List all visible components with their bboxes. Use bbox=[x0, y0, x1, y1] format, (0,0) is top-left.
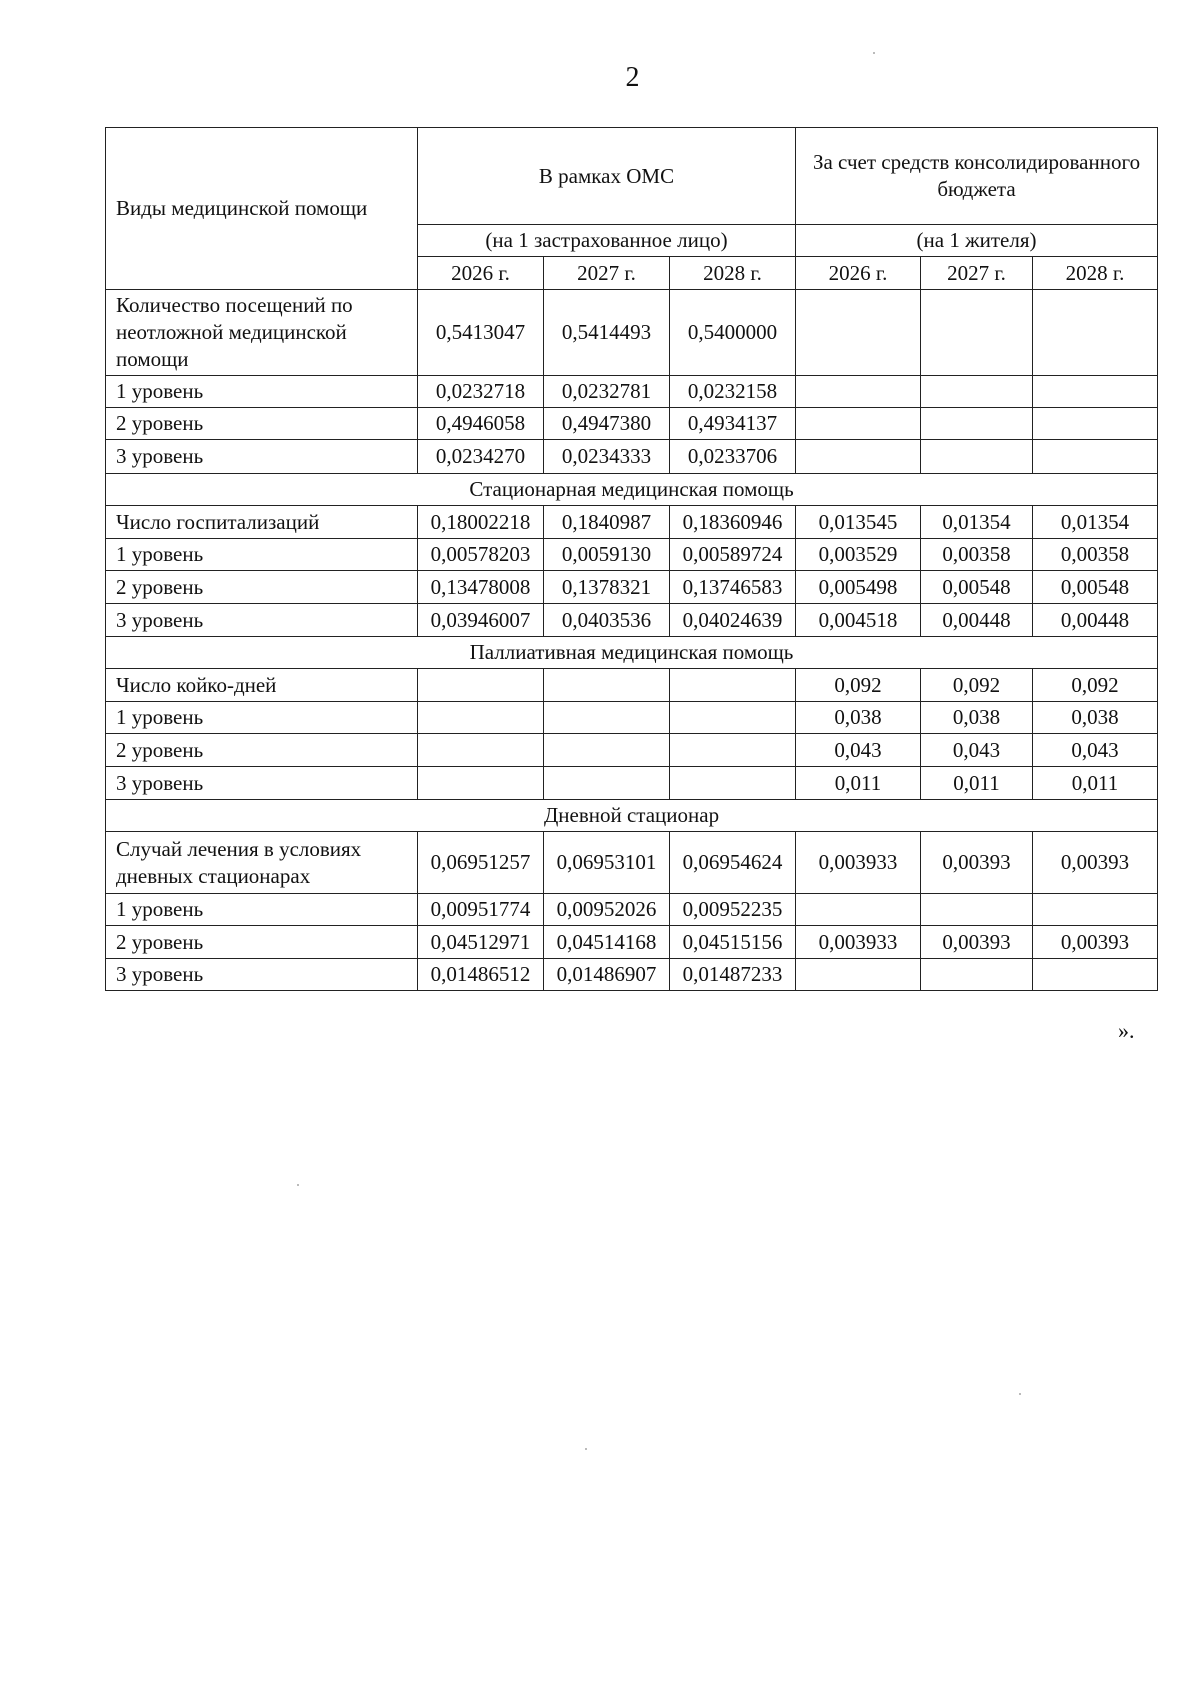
value-cell: 0,04512971 bbox=[418, 926, 544, 959]
row-label: 2 уровень bbox=[106, 926, 418, 959]
value-cell: 0,13478008 bbox=[418, 571, 544, 604]
value-cell: 0,4946058 bbox=[418, 408, 544, 440]
value-cell: 0,013545 bbox=[796, 506, 921, 539]
row-label: 1 уровень bbox=[106, 702, 418, 734]
value-cell: 0,00548 bbox=[921, 571, 1033, 604]
value-cell: 0,1840987 bbox=[544, 506, 670, 539]
value-cell: 0,1378321 bbox=[544, 571, 670, 604]
year-header: 2026 г. bbox=[796, 257, 921, 290]
value-cell: 0,00448 bbox=[921, 604, 1033, 637]
value-cell: 0,003933 bbox=[796, 832, 921, 894]
year-header: 2028 г. bbox=[670, 257, 796, 290]
value-cell: 0,04515156 bbox=[670, 926, 796, 959]
row-label: 1 уровень bbox=[106, 539, 418, 571]
value-cell bbox=[796, 376, 921, 408]
row-label: 1 уровень bbox=[106, 894, 418, 926]
value-cell: 0,0059130 bbox=[544, 539, 670, 571]
year-header: 2027 г. bbox=[544, 257, 670, 290]
value-cell bbox=[544, 767, 670, 800]
value-cell bbox=[670, 669, 796, 702]
table-row bbox=[106, 734, 1158, 767]
value-cell bbox=[670, 767, 796, 800]
table-row bbox=[106, 767, 1158, 800]
scan-speck bbox=[1019, 1393, 1021, 1395]
value-cell bbox=[670, 734, 796, 767]
value-cell bbox=[1033, 290, 1158, 376]
value-cell: 0,092 bbox=[796, 669, 921, 702]
row-label: 2 уровень bbox=[106, 571, 418, 604]
value-cell: 0,01486907 bbox=[544, 959, 670, 991]
value-cell bbox=[796, 959, 921, 991]
value-cell bbox=[418, 767, 544, 800]
section-title: Стационарная медицинская помощь bbox=[106, 474, 1158, 506]
table-row bbox=[106, 408, 1158, 440]
value-cell: 0,00393 bbox=[1033, 832, 1158, 894]
value-cell: 0,00952026 bbox=[544, 894, 670, 926]
value-cell: 0,06951257 bbox=[418, 832, 544, 894]
value-cell: 0,0232781 bbox=[544, 376, 670, 408]
value-cell: 0,4934137 bbox=[670, 408, 796, 440]
value-cell: 0,06953101 bbox=[544, 832, 670, 894]
value-cell: 0,043 bbox=[921, 734, 1033, 767]
value-cell: 0,5413047 bbox=[418, 290, 544, 376]
table-row bbox=[106, 926, 1158, 959]
value-cell: 0,01354 bbox=[1033, 506, 1158, 539]
page-number: 2 bbox=[625, 62, 640, 93]
scan-speck bbox=[873, 52, 875, 54]
value-cell: 0,01354 bbox=[921, 506, 1033, 539]
row-label: 3 уровень bbox=[106, 959, 418, 991]
value-cell: 0,4947380 bbox=[544, 408, 670, 440]
value-cell: 0,092 bbox=[1033, 669, 1158, 702]
value-cell: 0,00448 bbox=[1033, 604, 1158, 637]
table-row bbox=[106, 894, 1158, 926]
data-table bbox=[105, 127, 1158, 991]
value-cell: 0,03946007 bbox=[418, 604, 544, 637]
row-label: 3 уровень bbox=[106, 767, 418, 800]
value-cell: 0,01486512 bbox=[418, 959, 544, 991]
value-cell: 0,5414493 bbox=[544, 290, 670, 376]
value-cell: 0,0232158 bbox=[670, 376, 796, 408]
table-row bbox=[106, 702, 1158, 734]
row-label: Случай лечения в условиях дневных стационарах bbox=[106, 832, 418, 894]
year-header: 2027 г. bbox=[921, 257, 1033, 290]
value-cell bbox=[1033, 440, 1158, 474]
value-cell: 0,00578203 bbox=[418, 539, 544, 571]
value-cell: 0,00952235 bbox=[670, 894, 796, 926]
closing-quote: ». bbox=[1118, 1018, 1135, 1043]
year-header: 2026 г. bbox=[418, 257, 544, 290]
value-cell bbox=[1033, 376, 1158, 408]
value-cell bbox=[921, 959, 1033, 991]
value-cell: 0,038 bbox=[1033, 702, 1158, 734]
value-cell bbox=[921, 440, 1033, 474]
value-cell: 0,00393 bbox=[921, 832, 1033, 894]
unit-oms: (на 1 застрахованное лицо) bbox=[418, 225, 796, 257]
value-cell bbox=[796, 440, 921, 474]
value-cell: 0,043 bbox=[796, 734, 921, 767]
table-row bbox=[106, 376, 1158, 408]
header-row-groups bbox=[106, 128, 1158, 225]
value-cell: 0,0234270 bbox=[418, 440, 544, 474]
scan-speck bbox=[585, 1448, 587, 1450]
column-header-type: Виды медицинской помощи bbox=[106, 128, 418, 290]
value-cell: 0,003933 bbox=[796, 926, 921, 959]
value-cell: 0,0233706 bbox=[670, 440, 796, 474]
value-cell: 0,043 bbox=[1033, 734, 1158, 767]
table-row bbox=[106, 539, 1158, 571]
section-row bbox=[106, 474, 1158, 506]
value-cell: 0,005498 bbox=[796, 571, 921, 604]
value-cell bbox=[670, 702, 796, 734]
value-cell: 0,0234333 bbox=[544, 440, 670, 474]
value-cell: 0,038 bbox=[796, 702, 921, 734]
value-cell bbox=[418, 734, 544, 767]
value-cell: 0,18360946 bbox=[670, 506, 796, 539]
table-row bbox=[106, 440, 1158, 474]
year-header: 2028 г. bbox=[1033, 257, 1158, 290]
value-cell: 0,00358 bbox=[1033, 539, 1158, 571]
row-label: 3 уровень bbox=[106, 440, 418, 474]
unit-budget: (на 1 жителя) bbox=[796, 225, 1158, 257]
value-cell bbox=[418, 669, 544, 702]
table-row bbox=[106, 506, 1158, 539]
value-cell bbox=[1033, 959, 1158, 991]
value-cell: 0,011 bbox=[921, 767, 1033, 800]
row-label: 1 уровень bbox=[106, 376, 418, 408]
value-cell bbox=[921, 376, 1033, 408]
value-cell: 0,5400000 bbox=[670, 290, 796, 376]
value-cell: 0,011 bbox=[1033, 767, 1158, 800]
value-cell: 0,038 bbox=[921, 702, 1033, 734]
value-cell bbox=[796, 894, 921, 926]
value-cell: 0,06954624 bbox=[670, 832, 796, 894]
value-cell bbox=[921, 290, 1033, 376]
value-cell bbox=[418, 702, 544, 734]
row-label: 2 уровень bbox=[106, 734, 418, 767]
value-cell: 0,00358 bbox=[921, 539, 1033, 571]
value-cell bbox=[796, 408, 921, 440]
column-group-budget: За счет средств консолидированного бюджета bbox=[796, 128, 1158, 225]
value-cell: 0,00951774 bbox=[418, 894, 544, 926]
value-cell: 0,00393 bbox=[1033, 926, 1158, 959]
value-cell: 0,004518 bbox=[796, 604, 921, 637]
value-cell: 0,13746583 bbox=[670, 571, 796, 604]
value-cell: 0,003529 bbox=[796, 539, 921, 571]
scan-speck bbox=[297, 1184, 299, 1186]
value-cell: 0,04514168 bbox=[544, 926, 670, 959]
value-cell bbox=[921, 894, 1033, 926]
table-row bbox=[106, 669, 1158, 702]
value-cell bbox=[544, 669, 670, 702]
value-cell bbox=[921, 408, 1033, 440]
row-label: Количество посещений по неотложной медицинской помощи bbox=[106, 290, 418, 376]
table-row bbox=[106, 959, 1158, 991]
row-label: Число госпитализаций bbox=[106, 506, 418, 539]
table-row bbox=[106, 571, 1158, 604]
table-row bbox=[106, 604, 1158, 637]
value-cell: 0,00393 bbox=[921, 926, 1033, 959]
section-row bbox=[106, 800, 1158, 832]
value-cell: 0,04024639 bbox=[670, 604, 796, 637]
table-row bbox=[106, 290, 1158, 376]
value-cell: 0,092 bbox=[921, 669, 1033, 702]
value-cell bbox=[544, 734, 670, 767]
value-cell bbox=[796, 290, 921, 376]
row-label: Число койко-дней bbox=[106, 669, 418, 702]
value-cell: 0,18002218 bbox=[418, 506, 544, 539]
value-cell: 0,0403536 bbox=[544, 604, 670, 637]
section-title: Дневной стационар bbox=[106, 800, 1158, 832]
value-cell: 0,0232718 bbox=[418, 376, 544, 408]
value-cell: 0,01487233 bbox=[670, 959, 796, 991]
row-label: 3 уровень bbox=[106, 604, 418, 637]
value-cell: 0,00589724 bbox=[670, 539, 796, 571]
value-cell: 0,00548 bbox=[1033, 571, 1158, 604]
value-cell: 0,011 bbox=[796, 767, 921, 800]
value-cell bbox=[1033, 408, 1158, 440]
value-cell bbox=[1033, 894, 1158, 926]
section-title: Паллиативная медицинская помощь bbox=[106, 637, 1158, 669]
column-group-oms: В рамках ОМС bbox=[418, 128, 796, 225]
value-cell bbox=[544, 702, 670, 734]
table-row bbox=[106, 832, 1158, 894]
section-row bbox=[106, 637, 1158, 669]
row-label: 2 уровень bbox=[106, 408, 418, 440]
